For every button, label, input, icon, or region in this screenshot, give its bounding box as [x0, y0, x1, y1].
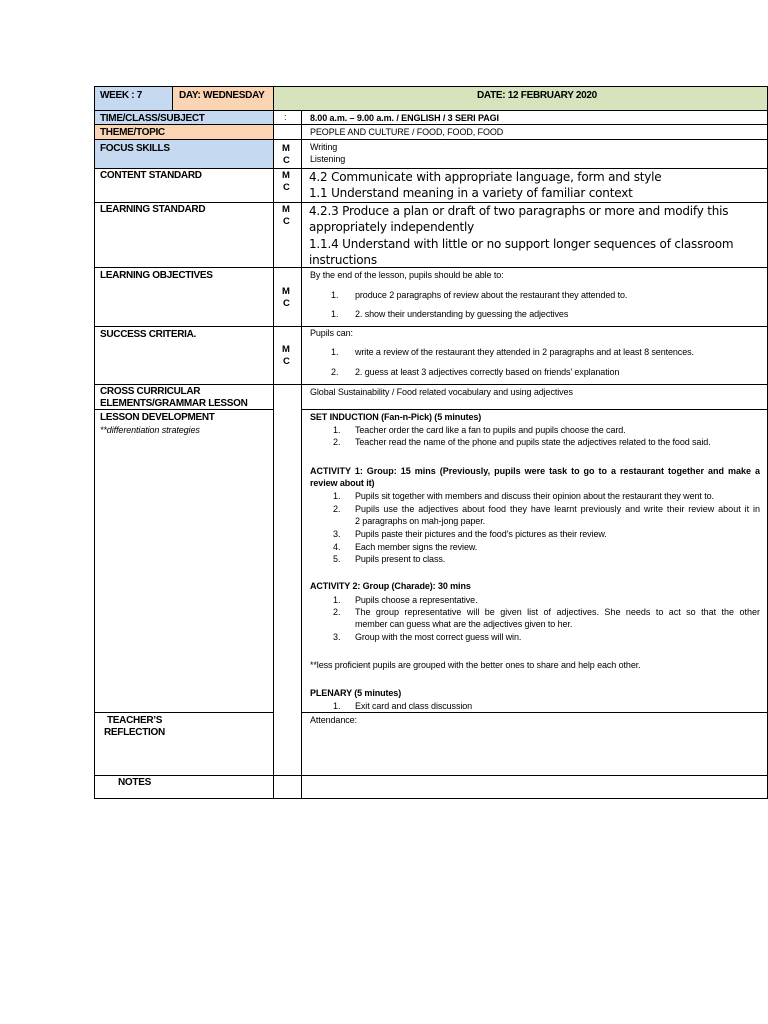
focus-skill-complementary: Listening	[310, 154, 346, 164]
plenary-1-number: 1.	[333, 701, 341, 711]
activity1-3-number: 3.	[333, 529, 341, 539]
activity2-2-text: The group representative will be given list of adjectives. She needs to act so that the other	[355, 607, 760, 617]
content-standard-main: 4.2 Communicate with appropriate language, form and style	[309, 170, 662, 184]
activity2-3-number: 3.	[333, 632, 341, 642]
activity2-1-number: 1.	[333, 595, 341, 605]
activity1-2-text-cont: 2 paragraphs on mah-jong paper.	[355, 516, 485, 526]
activity1-5-number: 5.	[333, 554, 341, 564]
learning-m-label: M	[282, 204, 290, 215]
time-class-subject-label: TIME/CLASS/SUBJECT	[100, 113, 205, 124]
content-standard-complementary: 1.1 Understand meaning in a variety of familiar context	[309, 186, 633, 200]
activity2-2-text-cont: member can guess what are the adjectives given to her.	[355, 619, 573, 629]
attendance-label: Attendance:	[310, 715, 357, 725]
week-label: WEEK : 7	[100, 90, 143, 101]
theme-topic-label: THEME/TOPIC	[100, 127, 165, 138]
notes-label: NOTES	[118, 777, 151, 788]
set-induction-2-number: 2.	[333, 437, 341, 447]
activity1-2-number: 2.	[333, 504, 341, 514]
plenary-title: PLENARY (5 minutes)	[310, 688, 402, 698]
learning-standard-line-1: 4.2.3 Produce a plan or draft of two paragraphs or more and modify this	[309, 204, 729, 218]
activity1-title-line-2: review about it)	[310, 478, 375, 488]
lesson-development-label: LESSON DEVELOPMENT	[100, 412, 215, 423]
activity1-5-text: Pupils present to class.	[355, 554, 446, 564]
plenary-1-text: Exit card and class discussion	[355, 701, 473, 711]
success-2-text: 2. guess at least 3 adjectives correctly based on friends’ explanation	[355, 367, 620, 377]
activity2-1-text: Pupils choose a representative.	[355, 595, 478, 605]
set-induction-title: SET INDUCTION (Fan-n-Pick) (5 minutes)	[310, 412, 482, 422]
activity1-1-number: 1.	[333, 491, 341, 501]
objectives-m-label: M	[282, 286, 290, 297]
learning-standard-label: LEARNING STANDARD	[100, 204, 206, 215]
activity1-title-line-1: ACTIVITY 1: Group: 15 mins (Previously, pupils were task to go to a restaurant together and make a	[310, 466, 760, 476]
learning-standard-line-3: 1.1.4 Understand with little or no support longer sequences of classroom	[309, 237, 734, 251]
theme-topic-value: PEOPLE AND CULTURE / FOOD, FOOD, FOOD	[310, 127, 504, 137]
learning-standard-line-4: instructions	[309, 253, 377, 267]
time-class-subject-value: 8.00 a.m. – 9.00 a.m. / ENGLISH / 3 SERI PAGI	[310, 113, 499, 123]
activity2-2-number: 2.	[333, 607, 341, 617]
date-label: DATE: 12 FEBRUARY 2020	[477, 90, 597, 101]
focus-skills-label: FOCUS SKILLS	[100, 143, 170, 154]
objective-2-number: 1.	[331, 309, 339, 319]
cross-curricular-label-2: ELEMENTS/GRAMMAR LESSON	[100, 398, 248, 409]
reflection-label-2: REFLECTION	[104, 727, 165, 738]
success-1-number: 1.	[331, 347, 339, 357]
time-colon: :	[284, 112, 287, 122]
objective-1-text: produce 2 paragraphs of review about the restaurant they attended to.	[355, 290, 628, 300]
focus-m-label: M	[282, 143, 290, 154]
learning-standard-line-2: appropriately independently	[309, 220, 475, 234]
activity2-3-text: Group with the most correct guess will win.	[355, 632, 522, 642]
success-criteria-label: SUCCESS CRITERIA.	[100, 329, 197, 340]
differentiation-sublabel: **differentiation strategies	[100, 425, 200, 435]
content-m-label: M	[282, 170, 290, 181]
cross-curricular-label-1: CROSS CURRICULAR	[100, 386, 201, 397]
success-2-number: 2.	[331, 367, 339, 377]
day-label: DAY: WEDNESDAY	[179, 90, 265, 101]
success-c-label: C	[283, 356, 290, 367]
learning-objectives-label: LEARNING OBJECTIVES	[100, 270, 213, 281]
activity1-4-number: 4.	[333, 542, 341, 552]
activity2-title: ACTIVITY 2: Group (Charade): 30 mins	[310, 581, 471, 591]
learning-c-label: C	[283, 216, 290, 227]
success-m-label: M	[282, 344, 290, 355]
reflection-label-1: TEACHER’S	[107, 715, 163, 726]
differentiation-note: **less proficient pupils are grouped with the better ones to share and help each other.	[310, 660, 641, 670]
focus-c-label: C	[283, 155, 290, 166]
objectives-c-label: C	[283, 298, 290, 309]
activity1-1-text: Pupils sit together with members and discuss their opinion about the restaurant they went to.	[355, 491, 714, 501]
activity1-2-text: Pupils use the adjectives about food they have learnt previously and write their review about it in	[355, 504, 760, 514]
objective-1-number: 1.	[331, 290, 339, 300]
content-standard-label: CONTENT STANDARD	[100, 170, 202, 181]
objective-2-text: 2. show their understanding by guessing the adjectives	[355, 309, 569, 319]
set-induction-1-number: 1.	[333, 425, 341, 435]
set-induction-2-text: Teacher read the name of the phone and pupils state the adjectives related to the food said.	[355, 437, 711, 447]
success-intro: Pupils can:	[310, 328, 353, 338]
cross-curricular-value: Global Sustainability / Food related vocabulary and using adjectives	[310, 387, 573, 397]
activity1-4-text: Each member signs the review.	[355, 542, 478, 552]
objectives-intro: By the end of the lesson, pupils should be able to:	[310, 270, 504, 280]
focus-skill-main: Writing	[310, 142, 338, 152]
content-c-label: C	[283, 182, 290, 193]
success-1-text: write a review of the restaurant they attended in 2 paragraphs and at least 8 sentences.	[355, 347, 694, 357]
activity1-3-text: Pupils paste their pictures and the food’s pictures as their review.	[355, 529, 607, 539]
set-induction-1-text: Teacher order the card like a fan to pupils and pupils choose the card.	[355, 425, 626, 435]
